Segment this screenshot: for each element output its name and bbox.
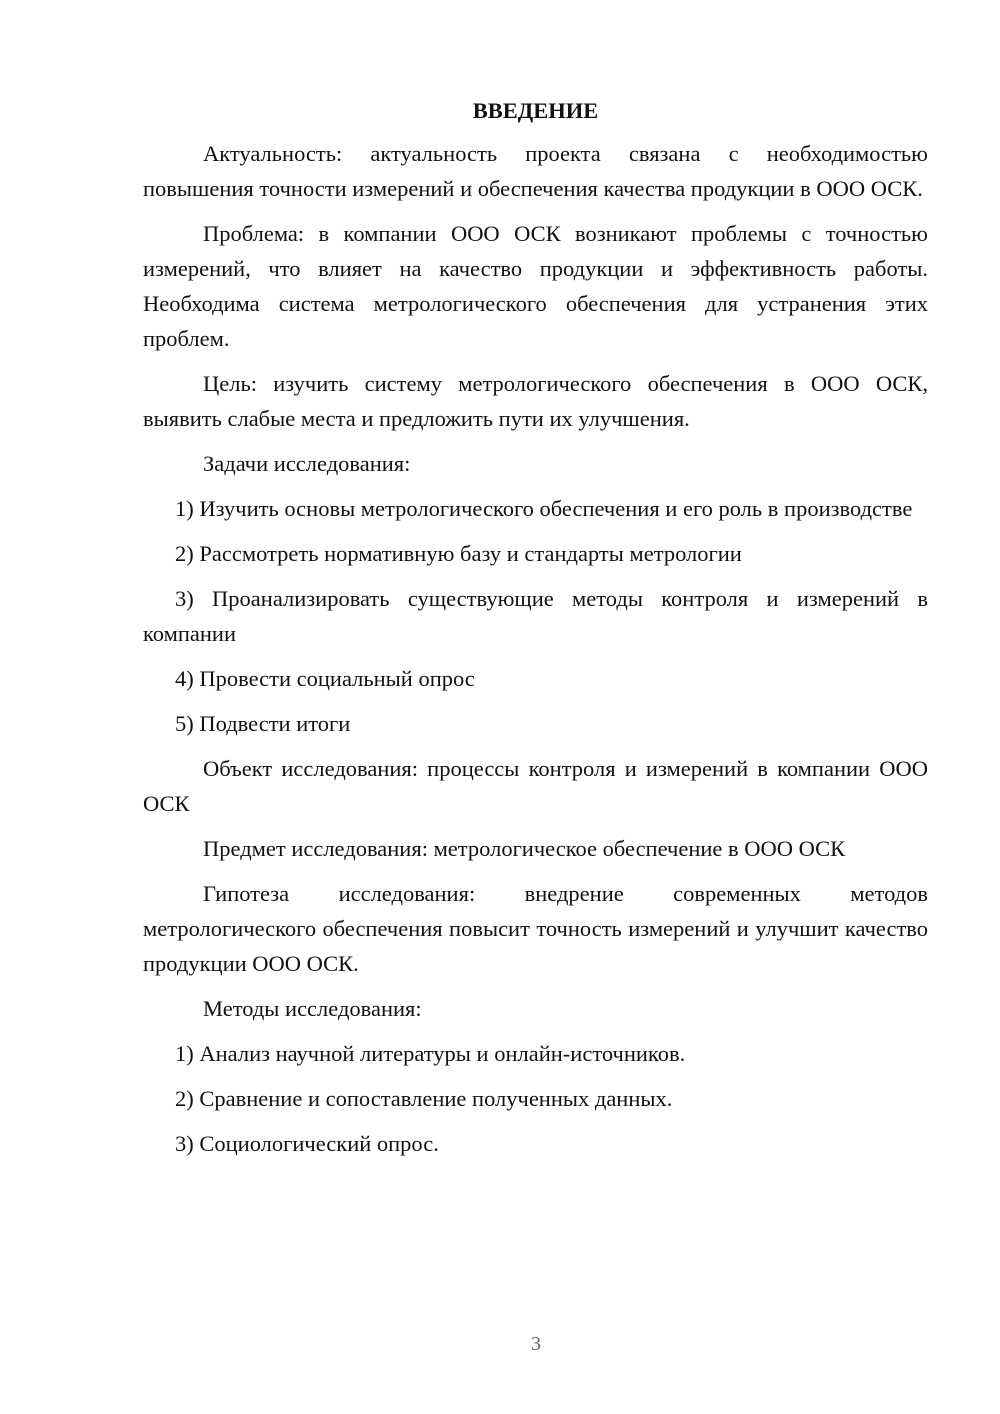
method-item: 3) Социологический опрос. bbox=[175, 1131, 439, 1156]
relevance-paragraph: Актуальность: актуальность проекта связана с необходимостью повышения точности измерений и обеспечения качества продукции в ООО ОСК. bbox=[143, 141, 928, 201]
problem-paragraph: Проблема: в компании ООО ОСК возникают проблемы с точностью измерений, что влияет на качество продукции и эффективность работы. Необходима система метрологического обеспечения для устранения этих проблем. bbox=[143, 221, 928, 351]
task-item: 2) Рассмотреть нормативную базу и стандарты метрологии bbox=[175, 541, 742, 566]
object-paragraph: Объект исследования: процессы контроля и измерений в компании ООО ОСК bbox=[143, 756, 928, 816]
page-content bbox=[143, 96, 928, 1171]
section-title: ВВЕДЕНИЕ bbox=[472, 98, 599, 123]
goal-paragraph: Цель: изучить систему метрологического обеспечения в ООО ОСК, выявить слабые места и предложить пути их улучшения. bbox=[143, 371, 928, 431]
method-item: 2) Сравнение и сопоставление полученных данных. bbox=[175, 1086, 673, 1111]
tasks-heading: Задачи исследования: bbox=[203, 451, 411, 476]
task-item: 5) Подвести итоги bbox=[175, 711, 351, 736]
subject-paragraph: Предмет исследования: метрологическое обеспечение в ООО ОСК bbox=[203, 836, 846, 861]
task-item: 3) Проанализировать существующие методы контроля и измерений в компании bbox=[143, 586, 928, 646]
task-item: 1) Изучить основы метрологического обеспечения и его роль в производстве bbox=[175, 496, 913, 521]
page-number: 3 bbox=[531, 1333, 541, 1355]
methods-heading: Методы исследования: bbox=[203, 996, 422, 1021]
task-item: 4) Провести социальный опрос bbox=[175, 666, 475, 691]
hypothesis-paragraph: Гипотеза исследования: внедрение современных методов метрологического обеспечения повысит точность измерений и улучшит качество продукции ООО ОСК. bbox=[143, 881, 928, 976]
method-item: 1) Анализ научной литературы и онлайн-источников. bbox=[175, 1041, 686, 1066]
